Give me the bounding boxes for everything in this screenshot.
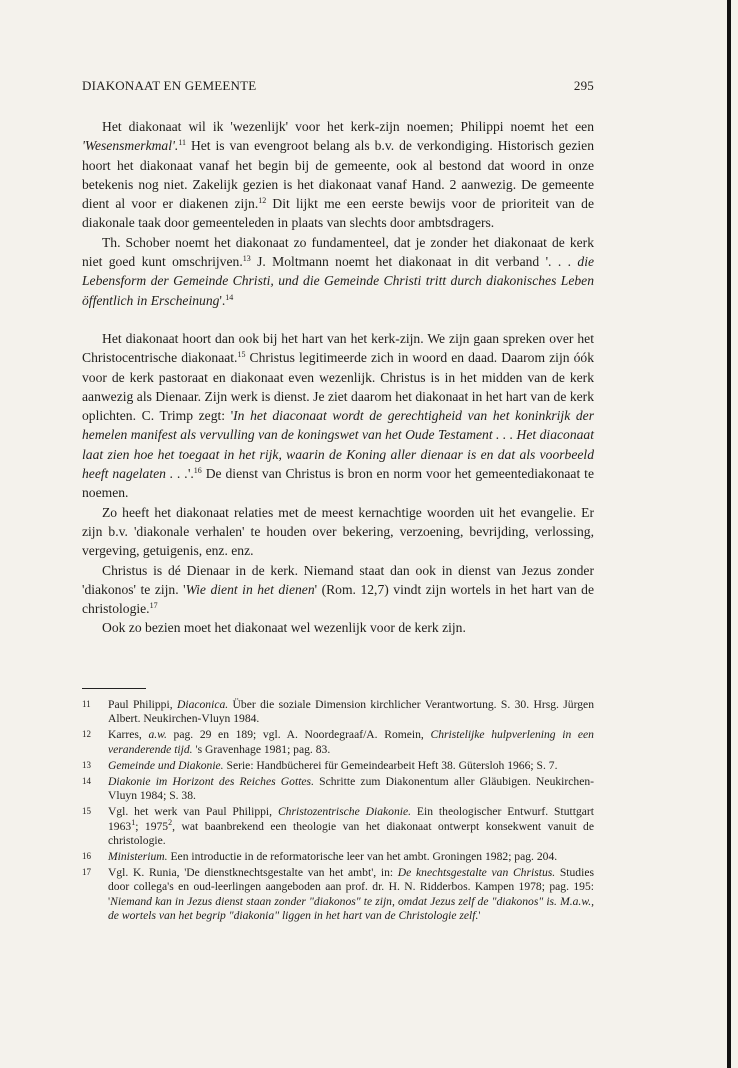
italic-text: Christozentrische Diakonie. (277, 805, 412, 819)
footnote (82, 775, 594, 803)
footnote-ref: 12 (258, 196, 267, 206)
paragraph (82, 329, 594, 503)
footnote (82, 866, 594, 923)
page-number: 295 (573, 78, 594, 93)
text-run: Ook zo bezien moet het diakonaat wel wezenlijk voor de kerk zijn. (102, 620, 466, 636)
italic-text: Diaconica. (176, 698, 229, 711)
footnote-ref: 15 (237, 350, 246, 360)
text-run: Th. Schober noemt het diakonaat zo fundamenteel, dat je zonder het diakonaat de kerk niet goed kunt omschrijven. (82, 234, 594, 270)
text-run: Paul Philippi, (108, 698, 177, 711)
footnote-number: 13 (82, 759, 91, 770)
text-run: Het diakonaat hoort dan ook bij het hart van het kerk-zijn. We zijn gaan spreken over het Christocentrische diakonaat. (82, 330, 594, 366)
text-run: ; 1975 (135, 819, 169, 833)
italic-text: Gemeinde und Diakonie. (108, 758, 224, 772)
italic-text: Christelijke hulpverlening in een veranderende tijd. (108, 728, 594, 756)
paragraph (82, 117, 594, 233)
italic-text: a.w. (148, 728, 167, 742)
footnote-ref: 17 (149, 601, 158, 611)
italic-text: Wie dient in het dienen (185, 581, 315, 597)
text-run: Het is van evengroot belang als b.v. de verkondiging. Historisch gezien hoort het diakonaat vanaf het begin bij de gemeente, ook al bestond dat woord in onze betekenis nog niet. Zakelijk gezien is het diakonaat vanaf Hand. 2 aanwezig. De gemeente dient al voor er diakenen zijn. (82, 138, 594, 212)
footnote (82, 698, 594, 726)
italic-text: Diakonie im Horizont des Reiches Gottes. (108, 775, 314, 789)
italic-text: die Lebensform der Gemeinde Christi, und die Gemeinde Christi tritt durch diakonisches Leben öffentlich in Erscheinung (82, 254, 594, 308)
text-run: Een introductie in de reformatorische leer van het ambt. Groningen 1982; pag. 204. (167, 850, 558, 864)
text-run: Vgl. K. Runia, 'De dienstknechtsgestalte van het ambt', in: (108, 866, 398, 880)
footnote-ref: 14 (225, 292, 234, 302)
italic-text: Ministerium. (108, 850, 168, 864)
footnotes (82, 698, 594, 925)
text-run: Zo heeft het diakonaat relaties met de meest kernachtige woorden uit het evangelie. Er zijn b.v. 'diakonale verhalen' te houden over bekering, verzoening, bevrijding, verlossing, vergeving, getuigenis, enz. enz. (82, 504, 594, 559)
text-run: J. Moltmann noemt het diakonaat in dit verband '. . . (250, 254, 578, 270)
italic-text: 'Wesensmerkmal'. (82, 138, 179, 154)
footnote-number: 12 (82, 729, 91, 740)
text-run: ' (Rom. 12,7) vindt zijn wortels in het hart van de christologie. (82, 581, 595, 617)
footnote-ref: 16 (193, 466, 202, 476)
text-run: Karres, (108, 728, 149, 742)
text-run: Dit lijkt me een eerste bewijs voor de prioriteit van de diakonale taak door gemeenteleden in plaats van slechts door ambtsdragers. (82, 196, 594, 231)
paragraph (82, 503, 594, 561)
footnote-ref: 11 (178, 138, 187, 148)
text-run: Christus is dé Dienaar in de kerk. Niemand staat dan ook in dienst van Jezus zonder 'diakonos' te zijn. ' (82, 562, 594, 597)
text-run: Schritte zum Diakonentum aller Gläubigen. Neukirchen-Vluyn 1984; S. 38. (108, 775, 594, 803)
footnote-number: 14 (82, 776, 91, 787)
paragraph (82, 561, 594, 619)
running-title: DIAKONAAT EN GEMEENTE (82, 78, 257, 93)
text-run: '. (219, 292, 226, 308)
text-run: ' (478, 908, 481, 922)
paragraph (82, 233, 594, 310)
text-run: Christus legitimeerde zich in woord en daad. Daarom zijn óók voor de kerk pastoraat en diakonaat even wezenlijk. Christus is in het midden van de kerk aanwezig als Dienaar. Zijn werk is dienst. Je ziet daarom het diakonaat in het hart van de kerk oplichten. C. Trimp zegt: ' (82, 350, 594, 424)
page-edge-shadow (727, 0, 731, 1068)
text-run: , wat baanbrekend een theologie van het diakonaat ontwerpt konsekwent vanuit de christologie. (108, 819, 595, 847)
italic-text: Niemand kan in Jezus dienst staan zonder "diakonos" te zijn, omdat Jezus zelf de "diakonos" is. M.a.w., de wortels van het begrip "diakonia" liggen in het hart van de Christologie zelf. (108, 894, 594, 922)
footnote (82, 805, 594, 848)
running-header (82, 78, 594, 96)
footnote (82, 850, 594, 864)
paragraph (82, 618, 594, 637)
text-run: Vgl. het werk van Paul Philippi, (108, 805, 278, 819)
text-run: 's Gravenhage 1981; pag. 83. (192, 742, 331, 756)
footnote-number: 15 (82, 806, 91, 817)
text-run: '. (187, 466, 194, 482)
text-run: Ein theologischer Entwurf. Stuttgart 1963 (108, 805, 594, 833)
text-run: Het diakonaat wil ik 'wezenlijk' voor het kerk-zijn noemen; Philippi noemt het een (102, 119, 594, 134)
footnote-number: 17 (82, 867, 91, 878)
body-text (82, 117, 594, 638)
footnote (82, 728, 594, 756)
text-run: pag. 29 en 189; vgl. A. Noordegraaf/A. Romein, (166, 728, 431, 742)
footnote (82, 759, 594, 773)
text-run: Serie: Handbücherei für Gemeindearbeit Heft 38. Gütersloh 1966; S. 7. (223, 758, 558, 772)
italic-text: De knechtsgestalte van Christus. (397, 866, 556, 880)
italic-text: In het diaconaat wordt de gerechtigheid van het koninkrijk der hemelen manifest als vervulling van de koningswet van het Oude Testament . . . Het diaconaat laat zien hoe het toegaat in het rijk, waarin de Koning aller dienaar is en dat als voorbeeld heeft nagelaten . . . (82, 408, 595, 482)
footnote-ref: 2 (168, 817, 173, 827)
text-run: Über die soziale Dimension kirchlicher Verantwortung. S. 30. Hrsg. Jürgen Albert. Neukirchen-Vluyn 1984. (108, 698, 594, 726)
text-run: De dienst van Christus is bron en norm voor het gemeentediakonaat te noemen. (82, 466, 594, 501)
footnote-ref: 13 (242, 254, 251, 264)
footnote-ref: 1 (131, 817, 136, 827)
footnote-rule (82, 688, 146, 689)
footnote-number: 16 (82, 851, 91, 862)
footnote-number: 11 (82, 699, 91, 709)
text-run: Studies door collega's en oud-leerlingen aangeboden aan prof. dr. H. N. Ridderbos. Kampen 1978; pag. 195: ' (108, 866, 594, 908)
